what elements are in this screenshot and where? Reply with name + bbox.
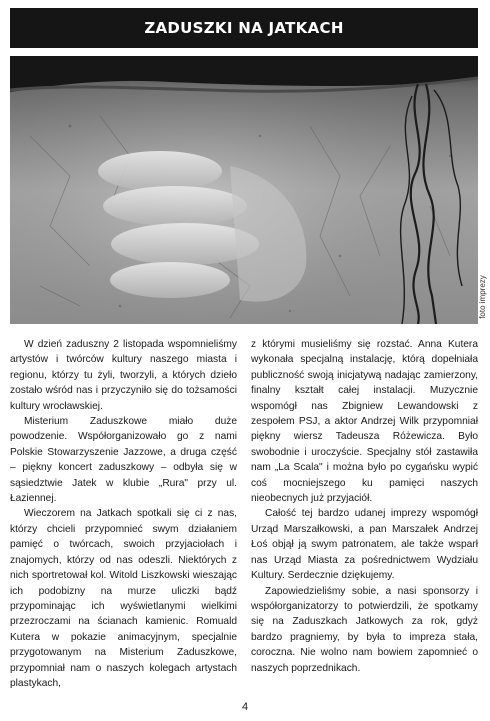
paragraph: Całość tej bardzo udanej imprezy wspomógł Urząd Marszałkowski, a pan Marszałek Andrzej Łoś objął ją swym patronatem, ale także wsparł nas Urząd Miasta za pośrednictwem Wydziału Kultury. Serdecznie dziękujemy. xyxy=(251,508,478,582)
page-number: 4 xyxy=(241,701,249,713)
article-body xyxy=(10,337,478,689)
paragraph: W dzień zaduszny 2 listopada wspomnieliśmy artystów i twórców kultury naszego miasta i regionu, którzy tu żyli, tworzyli, a których dzieło zostało wśród nas i przyczyniło się do tożsamości kultury wrocławskiej. xyxy=(10,339,237,412)
photo-credit xyxy=(478,270,488,326)
article-column-right xyxy=(251,337,478,689)
article-title-bar xyxy=(10,8,478,48)
paragraph: Wieczorem na Jatkach spotkali się ci z nas, którzy chcieli przypomnieć swym działaniem pamięć o twórcach, swoich przyjaciołach i znajomych, którzy od nas odeszli. Niektórych z nich sportretował kol. Witold Liszkowski wieszając ich podobizny na murze uliczki bądź przypominając ich wyświetlanymi wielkimi przezroczami na ścianach kamienic. Romuald Kutera w pokazie animacyjnym, specjalnie przygotowanym na Misterium Zaduszkowe, przypomniał nam o naszych kolegach artystach plastykach, xyxy=(10,508,237,689)
paragraph: Misterium Zaduszkowe miało duże powodzenie. Współorganizowało go z nami Polskie Stowarzyszenie Jazzowe, a druga część – piękny koncert zaduszkowy – odbyła się w sąsiedztwie Jatek w klubie „Rura" przy ul. Łaziennej. xyxy=(10,416,237,505)
article-title: ZADUSZKI NA JATKACH xyxy=(144,19,344,37)
article-column-left xyxy=(10,337,237,689)
hand-on-glass-image xyxy=(10,56,478,324)
photo-credit-text: foto imprezy xyxy=(478,275,487,319)
article-photo xyxy=(10,56,478,324)
paragraph: Zapowiedzieliśmy sobie, a nasi sponsorzy i współorganizatorzy to potwierdzili, że spotkamy się na Zaduszkach Jatkowych za rok, gdyż bardzo pragniemy, by była to impreza stała, coroczna. Nie wolno nam bowiem zapomnieć o naszych poprzednikach. xyxy=(251,585,478,674)
paragraph-continuation: z którymi musieliśmy się rozstać. Anna Kutera wykonała specjalną instalację, którą dopełniała publiczność swoją inicjatywą nadając zamierzony, finalny kształt całej instalacji. Muzycznie wspomógł nas Zbigniew Lewandowski z zespołem PSJ, a aktor Andrzej Wilk przypomniał piękny wiersz Tadeusza Różewicza. Było swobodnie i uroczyście. Specjalny stół zastawiła nam „La Scala" i można było po cygańsku wypić coś mocniejszego ku pamięci naszych nieobecnych już przyjaciół. xyxy=(251,339,478,505)
